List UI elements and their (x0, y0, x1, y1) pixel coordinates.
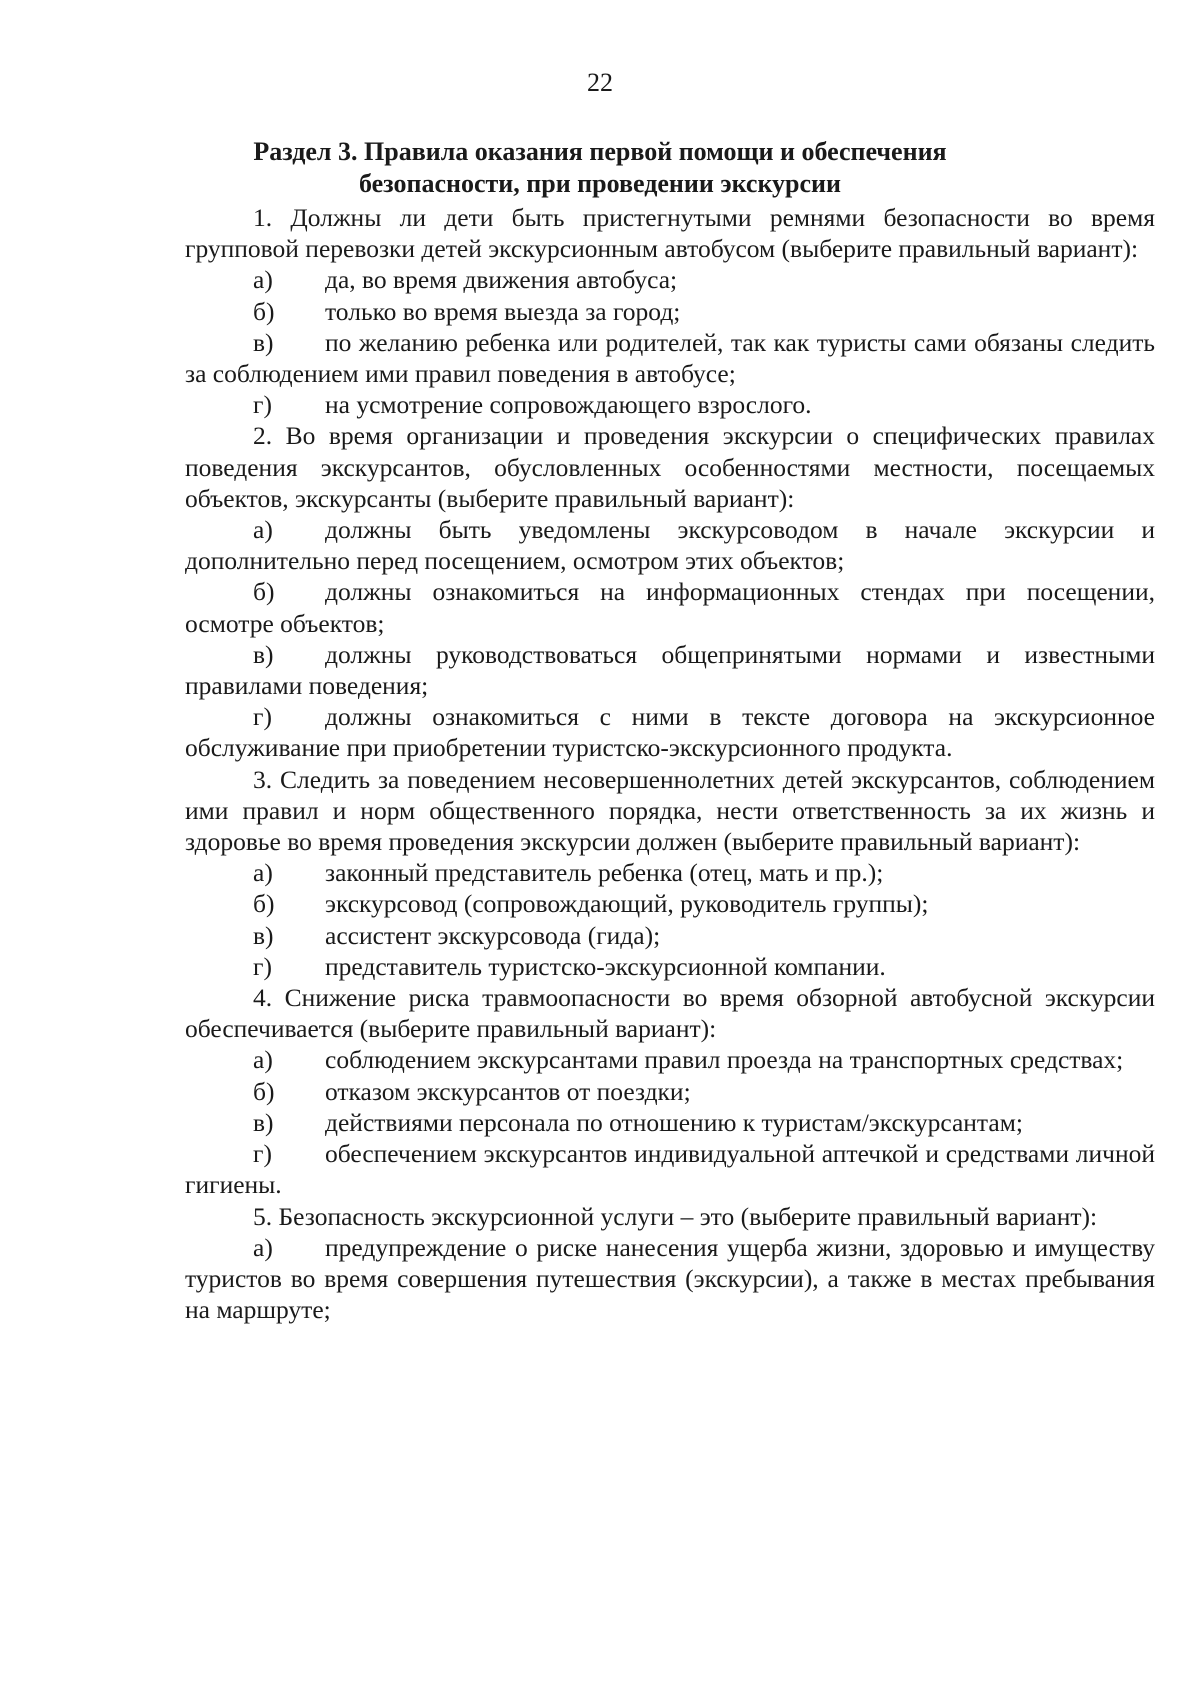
option-letter: г) (253, 951, 272, 981)
option-letter: а) (253, 1232, 273, 1262)
question-text: 5. Безопасность экскурсионной услуги – это (выберите правильный вариант): (253, 1201, 1098, 1231)
option-letter: в) (253, 920, 274, 950)
answer-option (185, 951, 1155, 982)
answer-option (185, 1044, 1155, 1075)
answer-option (185, 264, 1155, 295)
section-title-line-1: Раздел 3. Правила оказания первой помощи и обеспечения (253, 137, 947, 166)
option-text: ассистент экскурсовода (гида); (325, 920, 661, 950)
answer-option (185, 327, 1155, 389)
option-text: должны быть уведомлены экскурсоводом в начале экскурсии и дополнительно перед посещением, осмотром этих объектов; (185, 515, 1155, 576)
option-text: отказом экскурсантов от поездки; (325, 1076, 691, 1106)
option-text: экскурсовод (сопровождающий, руководитель группы); (325, 889, 929, 919)
option-text: обеспечением экскурсантов индивидуальной аптечкой и средствами личной гигиены. (185, 1139, 1155, 1200)
question-1 (185, 202, 1155, 420)
page-number: 22 (587, 68, 613, 97)
option-letter: в) (253, 639, 274, 669)
option-text: только во время выезда за город; (325, 296, 681, 326)
option-letter: г) (253, 390, 272, 420)
answer-option (185, 296, 1155, 327)
option-letter: б) (253, 1076, 275, 1106)
answer-option (185, 1076, 1155, 1107)
option-text: по желанию ребенка или родителей, так как туристы сами обязаны следить за соблюдением ими правил поведения в автобусе; (185, 327, 1155, 389)
question-text: 3. Следить за поведением несовершеннолетних детей экскурсантов, соблюдением ими правил и норм общественного порядка, нести ответственность за их жизнь и здоровье во время проведения экскурсии должен (выберите правильный вариант): (185, 764, 1155, 857)
option-text: предупреждение о риске нанесения ущерба жизни, здоровью и имуществу туристов во время совершения путешествия (экскурсии), а также в местах пребывания на маршруте; (185, 1232, 1155, 1325)
option-text: законный представитель ребенка (отец, мать и пр.); (325, 858, 884, 888)
option-letter: а) (253, 1045, 273, 1075)
document-body (185, 202, 1155, 1325)
answer-option (185, 1138, 1155, 1200)
answer-option (185, 1232, 1155, 1326)
option-text: должны руководствоваться общепринятыми нормами и известными правилами поведения; (185, 639, 1155, 701)
answer-option (185, 701, 1155, 763)
section-title-line-2: безопасности, при проведении экскурсии (358, 169, 842, 198)
option-text: соблюдением экскурсантами правил проезда на транспортных средствах; (325, 1045, 1124, 1075)
option-letter: б) (253, 296, 275, 326)
question-text: 4. Снижение риска травмоопасности во время обзорной автобусной экскурсии обеспечивается (выберите правильный вариант): (185, 983, 1155, 1044)
question-text: 2. Во время организации и проведения экскурсии о специфических правилах поведения экскурсантов, обусловленных особенностями местности, посещаемых объектов, экскурсанты (выберите правильный вариант): (185, 421, 1155, 513)
option-text: на усмотрение сопровождающего взрослого. (325, 390, 812, 420)
answer-option (185, 389, 1155, 420)
option-letter: в) (253, 1107, 274, 1137)
option-letter: г) (253, 702, 272, 732)
option-text: действиями персонала по отношению к туристам/экскурсантам; (325, 1107, 1023, 1137)
option-text: должны ознакомиться с ними в тексте договора на экскурсионное обслуживание при приобретении туристско-экскурсионного продукта. (185, 702, 1155, 763)
question-3 (185, 764, 1155, 982)
option-letter: а) (253, 515, 273, 545)
option-text: должны ознакомиться на информационных стендах при посещении, осмотре объектов; (185, 577, 1155, 638)
answer-option (185, 639, 1155, 701)
answer-option (185, 857, 1155, 888)
question-text: 1. Должны ли дети быть пристегнутыми ремнями безопасности во время групповой перевозки детей экскурсионным автобусом (выберите правильный вариант): (185, 203, 1155, 264)
question-5 (185, 1201, 1155, 1326)
option-letter: г) (253, 1139, 272, 1169)
answer-option (185, 514, 1155, 576)
answer-option (185, 1107, 1155, 1138)
answer-option (185, 888, 1155, 919)
answer-option (185, 576, 1155, 638)
option-text: да, во время движения автобуса; (325, 265, 678, 295)
option-letter: а) (253, 265, 273, 295)
option-letter: б) (253, 889, 275, 919)
question-2 (185, 420, 1155, 763)
option-text: представитель туристско-экскурсионной компании. (325, 951, 886, 981)
option-letter: б) (253, 577, 275, 607)
section-title (250, 136, 950, 200)
option-letter: а) (253, 858, 273, 888)
answer-option (185, 920, 1155, 951)
question-4 (185, 982, 1155, 1200)
option-letter: в) (253, 327, 274, 357)
